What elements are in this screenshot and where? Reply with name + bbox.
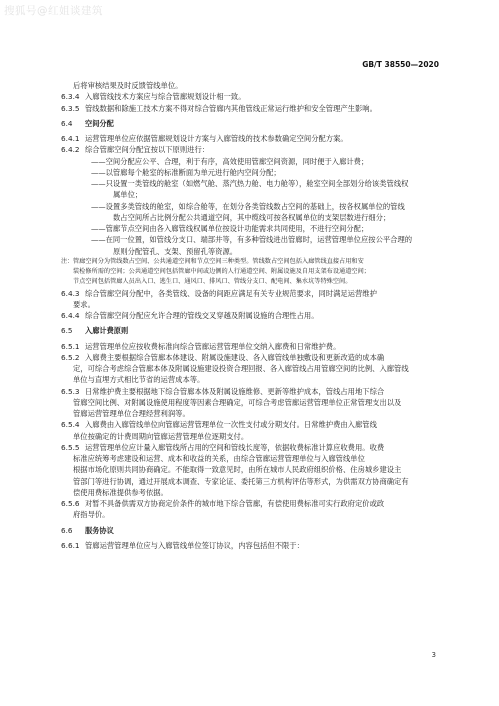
clause-line	[61, 540, 439, 551]
body-text-line: 单位与直埋方式相比节省的运营成本等。	[73, 375, 205, 385]
body-text-line: 属单位；	[113, 190, 143, 200]
clause-number: 6.4.4	[61, 311, 80, 321]
clause-number: 6.4.3	[61, 288, 80, 298]
clause-line	[61, 352, 439, 363]
clause-text: 日常维护费主要根据地下综合管廊本体及附属设施维修、更新等维护成本，管线占用地下综合	[85, 386, 385, 396]
body-text-line: 管部门等进行协调，通过开展成本调查、专家论证、委托第三方机构评估等形式，为供需双方协商确定有	[73, 476, 409, 486]
clause-text: 运营管理单位应依据管廊规划设计方案与入廊管线的技术参数确定空间分配方案。	[85, 134, 348, 143]
clause-number: 6.3.5	[61, 103, 80, 113]
section-heading	[61, 525, 439, 536]
clause-line	[61, 341, 439, 352]
clause-line	[61, 442, 439, 453]
clause-text: 管廊运营管理单位应与入廊管线单位签订协议，内容包括但不限于：	[85, 540, 304, 550]
body-text-line: ——空间分配应公平、合理，利于有序，高效使用管廊空间资源，同时便于入廊计费；	[91, 156, 369, 166]
body-text-line: ——以管廊每个舱室的标准断面为单元进行舱内空间分配；	[91, 167, 281, 177]
clause-text: 对暂不具备供需双方协商定价条件的城市地下综合管廊，有偿使用费标准可实行政府定价或政	[85, 499, 385, 509]
clause-number: 6.5.2	[61, 352, 80, 362]
clause-line	[61, 386, 439, 397]
body-text-line: 数占空间所占比例分配公共通道空间，其中缆线可按各权属单位的支架层数进行细分；	[113, 212, 391, 222]
body-text-line: 定，可综合考虑综合管廊本体及附属设施建设投资合理回报、各入廊管线占用管廊空间的比例、入廊管线	[73, 364, 409, 374]
clause-line	[61, 103, 439, 114]
clause-line	[61, 310, 439, 321]
clause-text: 入廊管线技术方案应与综合管廊规划设计相一致。	[85, 92, 246, 102]
body-text-line: 管廊空间比例、对附属设施使用程度等因素合理确定，可综合考虑管廊运营管理单位正常管理支出以及	[73, 397, 402, 407]
clause-line	[61, 288, 439, 299]
clause-number: 6.5.5	[61, 442, 80, 452]
body-text-line: 单位按确定的计费周期向管廊运营管理单位逐期支付。	[73, 431, 249, 441]
clause-number: 6.5.3	[61, 386, 80, 396]
clause-line	[61, 133, 439, 144]
section-heading	[61, 118, 439, 129]
section-title: 空间分配	[85, 118, 114, 128]
body-text-line: 偿使用费标准提供参考依据。	[73, 487, 168, 497]
body-text-line: ——只设置一类管线的舱室（如燃气舱、蒸汽热力舱、电力舱等），舱室空间全部划分给该类管线权	[91, 179, 409, 188]
section-number: 6.5	[61, 326, 73, 336]
section-heading	[61, 325, 439, 336]
clause-line	[61, 144, 439, 155]
clause-number: 6.5.4	[61, 420, 80, 430]
body-text-line: 原则分配管孔、支架、预留孔等资源。	[113, 246, 238, 256]
body-text-line: 根据市场化原则共同协商确定。不能取得一致意见时，由所在城市人民政府组织价格、住房城乡建设主	[73, 465, 402, 475]
note-continuation: 装检修所需的空间；公共通道空间包括管廊中间或边侧的人行通道空间、附属设施及自用支架布设通道空间；	[73, 268, 370, 276]
clause-number: 6.3.4	[61, 92, 80, 102]
body-text-line: 府指导价。	[73, 510, 110, 520]
note-continuation: 节点空间包括管廊人员出入口、逃生口、通风口、排风口、管线分支口、配电间、集水坑等特殊空间。	[73, 278, 352, 286]
clause-line	[61, 91, 439, 102]
section-title: 入廊计费原则	[85, 326, 129, 336]
body-text-line: 要求。	[73, 299, 95, 309]
body-text-line: 管廊运营管理单位合理经营利润等。	[73, 409, 190, 419]
clause-text: 运营管理单位应按收费标准向综合管廊运营管理单位交纳入廊费和日常维护费。	[85, 341, 341, 351]
section-number: 6.6	[61, 525, 73, 535]
clause-line	[61, 498, 439, 509]
watermark: 搜狐号@红姐谈建筑	[4, 5, 103, 17]
clause-text: 管线数据和除施工技术方案不得对综合管廊内其他管线正常运行维护和安全管理产生影响。	[85, 103, 377, 113]
clause-number: 6.5.1	[61, 341, 80, 351]
section-title: 服务协议	[85, 525, 114, 535]
body-text-line: ——管廊节点空间由各入廊管线权属单位按设计功能需求共同使用，不进行空间分配；	[91, 224, 369, 233]
clause-number: 6.6.1	[61, 540, 80, 550]
body-text-line: ——设置多类管线的舱室，如综合舱等，在划分各类管线数占空间的基础上，按各权属单位的管线	[91, 201, 405, 211]
clause-number: 6.5.6	[61, 499, 80, 509]
clause-number: 6.4.1	[61, 134, 80, 143]
standard-code: GB/T 38550—2020	[362, 60, 439, 69]
note-label: 注：	[61, 257, 74, 265]
clause-text: 综合管廊空间分配中，各类管线、设备的间距应满足有关专业规范要求，同时满足运营维护	[85, 288, 377, 298]
clause-text: 综合管廊空间分配宜按以下原则进行：	[85, 145, 210, 155]
clause-text: 运营管理单位应计量入廊管线所占用的空间和管线长度等，依据收费标准计算应收费用。收费	[85, 442, 385, 452]
clause-text: 入廊费由入廊管线单位向管廊运营管理单位一次性支付或分期支付。日常维护费由入廊管线	[85, 420, 377, 430]
clause-text: 综合管廊空间分配应允许合理的管线交叉穿越及附属设施的合理性占用。	[85, 311, 319, 321]
clause-number: 6.4.2	[61, 145, 80, 155]
page-number: 3	[431, 651, 436, 659]
body-text-line: 标准应统筹考虑建设和运营、成本和收益的关系，由综合管廊运营管理单位与入廊管线单位	[73, 454, 365, 464]
body-text-line: ——在同一位置，如管线分支口、端部井等，有多种管线进出管廊时，运营管理单位应按公平合理的	[91, 235, 413, 245]
clause-text: 入廊费主要根据综合管廊本体建设、附属设施建设、各入廊管线单独敷设和更新改造的成本确	[85, 352, 385, 362]
clause-line	[61, 419, 439, 430]
body-text-line: 后将审核结果及时反馈管线单位。	[73, 81, 183, 90]
note-line	[61, 257, 439, 267]
note-text: 管廊空间分为管线数占空间、公共通道空间和节点空间三种类型。管线数占空间包括入廊管线直接占用和安	[73, 257, 364, 265]
section-number: 6.4	[61, 118, 73, 128]
document-body	[61, 80, 439, 551]
